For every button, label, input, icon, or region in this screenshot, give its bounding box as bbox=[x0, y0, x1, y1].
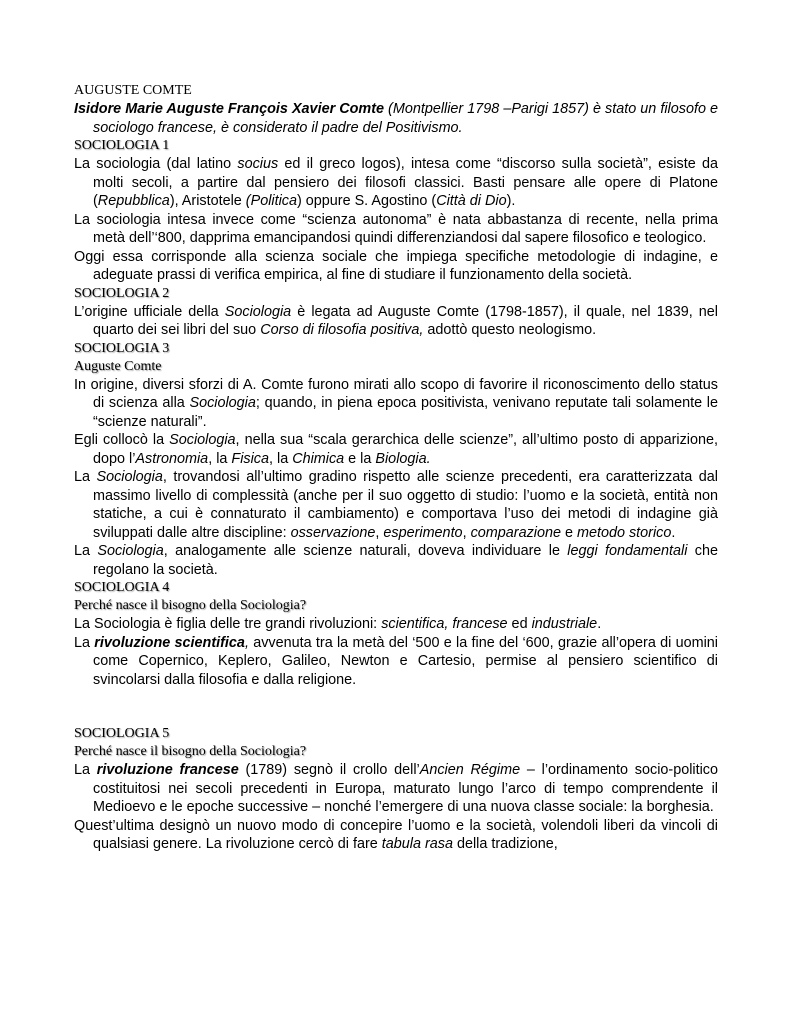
text-run: , bbox=[462, 524, 471, 541]
text-run: , bbox=[244, 634, 249, 651]
text-run: scientifica, francese bbox=[381, 616, 508, 632]
section-subheading: Perché nasce il bisogno della Sociologia? bbox=[74, 744, 307, 759]
text-run: Sociologia bbox=[224, 303, 292, 320]
text-run: della tradizione, bbox=[452, 836, 558, 852]
text-run: , nella sua “scala gerarchica delle scienze”, all’ultimo posto di apparizione, dopo l’ bbox=[93, 432, 718, 467]
text-run: rivoluzione scientifica bbox=[94, 634, 245, 651]
text-run: Sociologia bbox=[189, 395, 256, 411]
text-run: osservazione bbox=[290, 524, 376, 541]
section-heading: SOCIOLOGIA 5 bbox=[74, 726, 170, 741]
body-paragraph bbox=[74, 615, 718, 634]
body-paragraph bbox=[74, 376, 718, 432]
intro-paragraph bbox=[74, 100, 718, 137]
text-run: avvenuta tra la metà del ‘500 e la fine del ‘600, grazie all’opera di uomini come Copernico, Keplero, Galileo, Newton e Cartesio, permise al pensiero scientifico di svincolarsi dalla filosofia e dalla religione. bbox=[93, 634, 719, 688]
body-paragraph bbox=[74, 248, 718, 285]
text-run: , la bbox=[269, 450, 293, 467]
text-run: e bbox=[560, 524, 577, 541]
text-run: adottò questo neologismo. bbox=[423, 322, 597, 338]
text-run: (1789) segnò il crollo dell’ bbox=[238, 762, 420, 778]
section-subheading: Perché nasce il bisogno della Sociologia? bbox=[74, 598, 307, 613]
text-run: logos bbox=[361, 156, 396, 172]
text-run: Repubblica bbox=[97, 193, 170, 209]
section-gap bbox=[74, 689, 718, 725]
text-run: Ancien Régime bbox=[419, 762, 521, 778]
body-paragraph bbox=[74, 303, 718, 340]
text-run: ), Aristotele bbox=[169, 193, 246, 209]
document-page bbox=[74, 82, 718, 854]
text-run: ) oppure S. Agostino ( bbox=[296, 193, 437, 209]
text-run: – l’ordinamento socio-politico costituitosi nei secoli precedenti in Europa, maturato lungo l’arco di tempo comprendente il Medioevo e le epoche successive – nonché l’emergere di una nuova classe sociale: la borghesia. bbox=[93, 762, 718, 815]
text-run: tabula rasa bbox=[381, 836, 453, 852]
text-run: La sociologia (dal latino bbox=[74, 156, 238, 172]
section-subheading: Auguste Comte bbox=[74, 358, 162, 374]
text-run: Biologia. bbox=[375, 450, 431, 467]
body-paragraph bbox=[74, 155, 718, 211]
text-run: , trovandosi all’ultimo gradino rispetto alle scienze precedenti, era caratterizzata dal massimo livello di complessità (anche per il suo oggetto di studio: l’uomo e la società, entità non statiche, a cui è connaturato il cambiamento) e comportava l’uso dei metodi di indagine già sviluppati dalle altre discipline: bbox=[93, 469, 718, 541]
text-run: industriale bbox=[531, 616, 598, 632]
text-run: ; quando, in piena epoca positivista, venivano reputate tali solamente le “scienze naturali”. bbox=[93, 395, 719, 430]
text-run: socius bbox=[237, 156, 279, 172]
text-run: ). bbox=[506, 193, 516, 209]
text-run: e la bbox=[344, 450, 376, 467]
text-run: . bbox=[671, 524, 676, 541]
text-run: Oggi essa corrisponde alla scienza sociale che impiega specifiche metodologie di indagine, e adeguate prassi di verifica empirica, al fine di studiare il funzionamento della società. bbox=[74, 248, 718, 283]
body-paragraph bbox=[74, 431, 718, 468]
text-run: metodo storico bbox=[576, 524, 672, 541]
section-heading: SOCIOLOGIA 2 bbox=[74, 285, 170, 301]
section-heading: SOCIOLOGIA 4 bbox=[74, 580, 170, 595]
document-body bbox=[74, 137, 718, 854]
body-paragraph bbox=[74, 634, 718, 690]
text-run: La Sociologia è figlia delle tre grandi rivoluzioni: bbox=[74, 616, 382, 632]
text-run: Astronomia bbox=[135, 450, 209, 467]
text-run: ed il greco bbox=[278, 156, 362, 172]
text-run: ed bbox=[507, 616, 532, 632]
section-heading: SOCIOLOGIA 1 bbox=[74, 138, 170, 153]
body-paragraph bbox=[74, 211, 718, 248]
text-run: . bbox=[597, 616, 602, 632]
text-run: ), intesa come “discorso sulla società”, esiste da molti secoli, a partire dal pensiero dei filosofi classici. Basti pensare alle opere di Platone ( bbox=[93, 156, 718, 209]
text-run: Chimica bbox=[292, 450, 345, 467]
body-paragraph bbox=[74, 542, 718, 579]
text-run: (Politica bbox=[245, 193, 297, 209]
text-run: La bbox=[74, 469, 97, 485]
text-run: Isidore Marie Auguste François Xavier Comte bbox=[74, 101, 384, 117]
text-run: rivoluzione francese bbox=[96, 762, 239, 778]
text-run: La bbox=[74, 634, 95, 651]
text-run: La sociologia intesa invece come “scienza autonoma” è nata abbastanza di recente, nella prima metà dell’‘800, dapprima emancipandosi quindi differenziandosi dal sapere filosofico e teologico. bbox=[74, 211, 718, 246]
text-run: Sociologia bbox=[96, 469, 163, 485]
text-run: Quest’ultima designò un nuovo modo di concepire l’uomo e la società, volendoli liberi da vincoli di qualsiasi genere. La rivoluzione cercò di fare bbox=[74, 817, 718, 852]
text-run: In origine, diversi sforzi di A. Comte furono mirati allo scopo di favorire il riconoscimento dello status di scienza alla bbox=[74, 376, 718, 411]
text-run: , la bbox=[208, 450, 232, 467]
text-run: Corso di filosofia positiva, bbox=[260, 322, 424, 338]
text-run: Sociologia bbox=[97, 543, 164, 559]
text-run: L’origine ufficiale della bbox=[74, 303, 225, 320]
document-title: AUGUSTE COMTE bbox=[74, 83, 192, 98]
text-run: Egli collocò la bbox=[74, 432, 170, 448]
text-run: La bbox=[74, 762, 97, 778]
text-run: (Montpellier 1798 –Parigi 1857) è stato un filosofo e sociologo francese, è considerato il padre del Positivismo. bbox=[93, 101, 718, 136]
text-run: , analogamente alle scienze naturali, doveva individuare le bbox=[163, 543, 568, 559]
text-run: , bbox=[375, 524, 384, 541]
text-run: comparazione bbox=[470, 524, 561, 541]
text-run: che regolano la società. bbox=[93, 543, 718, 578]
text-run: Fisica bbox=[231, 450, 269, 467]
body-paragraph bbox=[74, 761, 718, 817]
text-run: La bbox=[74, 543, 98, 559]
body-paragraph bbox=[74, 817, 718, 854]
text-run: leggi fondamentali bbox=[567, 543, 688, 559]
text-run: Sociologia bbox=[169, 432, 236, 448]
section-heading: SOCIOLOGIA 3 bbox=[74, 340, 170, 356]
text-run: Città di Dio bbox=[436, 193, 507, 209]
text-run: esperimento bbox=[383, 524, 463, 541]
text-run: è legata ad Auguste Comte (1798-1857), il quale, nel 1839, nel quarto dei sei libri del suo bbox=[93, 303, 718, 338]
body-paragraph bbox=[74, 468, 718, 542]
